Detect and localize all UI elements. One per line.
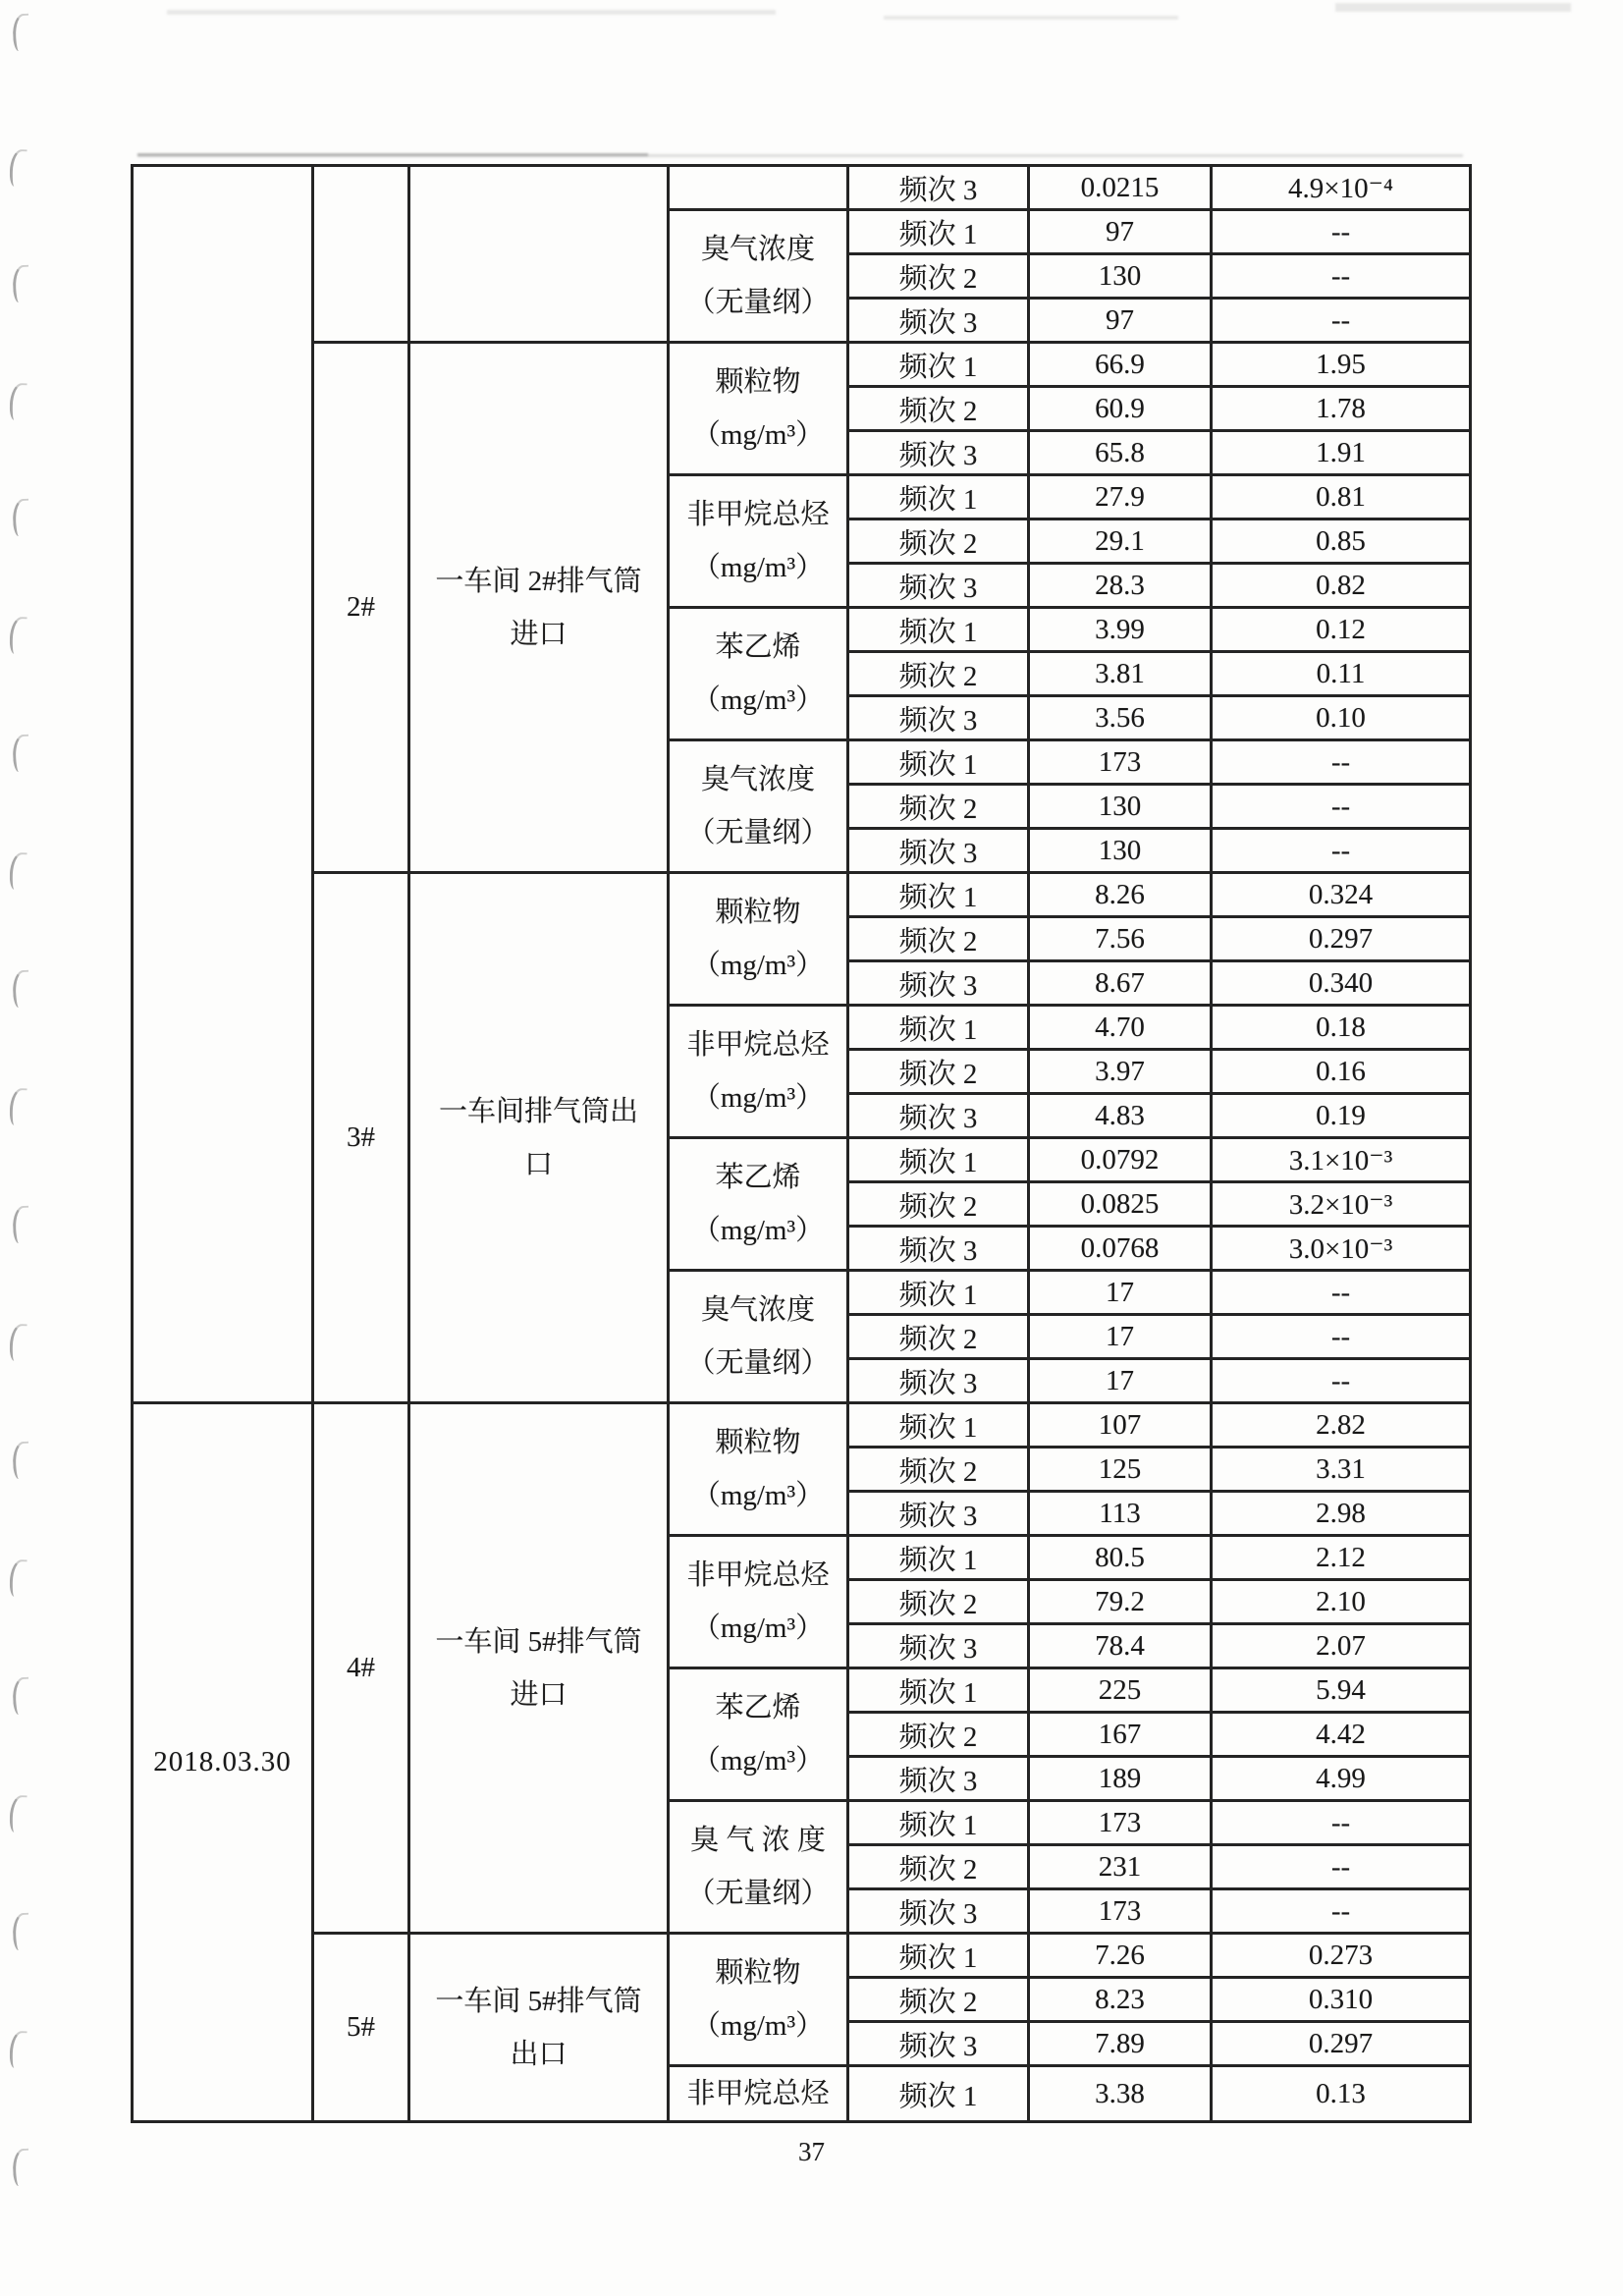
value-cell: 0.0768 [1029,1227,1212,1271]
monitoring-table [131,164,1472,2123]
value-cell: 17 [1029,1271,1212,1315]
rate-cell: -- [1212,1845,1471,1889]
rate-cell: -- [1212,299,1471,343]
rate-cell: 3.1×10⁻³ [1212,1138,1471,1182]
value-cell: 8.67 [1029,961,1212,1006]
binding-mark [12,735,30,773]
pollutant-unit: （无量纲） [686,817,830,848]
rate-cell: -- [1212,829,1471,873]
location-line2: 进口 [510,618,568,650]
value-cell: 130 [1029,785,1212,829]
binding-mark [12,265,30,303]
point-cell [313,166,409,343]
value-cell: 0.0215 [1029,166,1212,210]
location-line2: 出口 [510,2038,568,2070]
frequency-cell: 频次 3 [848,1889,1029,1934]
binding-mark [9,852,27,891]
value-cell: 8.23 [1029,1978,1212,2022]
pollutant-unit: （无量纲） [686,287,830,318]
value-cell: 4.83 [1029,1094,1212,1138]
pollutant-unit: （mg/m³） [691,419,825,451]
value-cell: 130 [1029,829,1212,873]
value-cell: 3.99 [1029,608,1212,652]
frequency-cell: 频次 1 [848,1801,1029,1845]
pollutant-cell [669,1934,848,2066]
pollutant-cell [669,740,848,873]
pollutant-unit: （mg/m³） [691,1480,825,1511]
rate-cell: -- [1212,1315,1471,1359]
rate-cell: 2.12 [1212,1536,1471,1580]
pollutant-unit: （mg/m³） [691,950,825,981]
frequency-cell: 频次 2 [848,1050,1029,1094]
frequency-cell: 频次 2 [848,387,1029,431]
pollutant-unit: （mg/m³） [691,684,825,716]
rate-cell: 4.9×10⁻⁴ [1212,166,1471,210]
rate-cell: 0.19 [1212,1094,1471,1138]
rate-cell: -- [1212,1271,1471,1315]
scan-line-artifact [137,153,648,156]
location-cell [409,343,669,873]
binding-mark [12,970,30,1009]
rate-cell: -- [1212,1801,1471,1845]
pollutant-unit: （mg/m³） [691,552,825,583]
frequency-cell: 频次 3 [848,564,1029,608]
frequency-cell: 频次 1 [848,2066,1029,2122]
value-cell: 28.3 [1029,564,1212,608]
pollutant-name: 非甲烷总烃 [686,1029,830,1061]
value-cell: 7.26 [1029,1934,1212,1978]
rate-cell: 0.16 [1212,1050,1471,1094]
pollutant-cell [669,475,848,608]
binding-mark [9,2031,27,2069]
rate-cell: 0.82 [1212,564,1471,608]
frequency-cell: 频次 1 [848,1934,1029,1978]
binding-mark [9,149,27,188]
frequency-cell: 频次 2 [848,1713,1029,1757]
value-cell: 113 [1029,1492,1212,1536]
pollutant-name: 非甲烷总烃 [686,1559,830,1591]
frequency-cell: 频次 2 [848,1845,1029,1889]
rate-cell: 5.94 [1212,1668,1471,1713]
value-cell: 3.38 [1029,2066,1212,2122]
frequency-cell: 频次 1 [848,1536,1029,1580]
pollutant-cell [669,166,848,210]
point-cell: 3# [313,873,409,1403]
location-line1: 一车间 2#排气筒 [435,565,642,597]
pollutant-cell [669,1271,848,1403]
pollutant-name: 臭气浓度 [700,1294,815,1326]
frequency-cell: 频次 2 [848,1448,1029,1492]
date-cell: 2018.03.30 [133,1403,313,2122]
frequency-cell: 频次 2 [848,785,1029,829]
value-cell: 125 [1029,1448,1212,1492]
binding-mark [12,1206,30,1244]
binding-mark [9,1324,27,1362]
binding-mark [9,1559,27,1598]
rate-cell: 3.2×10⁻³ [1212,1182,1471,1227]
binding-mark [9,1088,27,1126]
value-cell: 130 [1029,254,1212,299]
value-cell: 17 [1029,1359,1212,1403]
frequency-cell: 频次 3 [848,1492,1029,1536]
frequency-cell: 频次 1 [848,873,1029,917]
value-cell: 167 [1029,1713,1212,1757]
rate-cell: 1.91 [1212,431,1471,475]
value-cell: 27.9 [1029,475,1212,519]
pollutant-cell [669,1668,848,1801]
frequency-cell: 频次 3 [848,431,1029,475]
value-cell: 189 [1029,1757,1212,1801]
pollutant-cell [669,1403,848,1536]
rate-cell: 1.78 [1212,387,1471,431]
rate-cell: -- [1212,210,1471,254]
rate-cell: -- [1212,1889,1471,1934]
pollutant-cell [669,1006,848,1138]
frequency-cell: 频次 2 [848,519,1029,564]
rate-cell: 2.98 [1212,1492,1471,1536]
page-number: 37 [798,2137,825,2166]
value-cell: 173 [1029,1801,1212,1845]
pollutant-unit: （无量纲） [686,1878,830,1909]
rate-cell: 0.81 [1212,475,1471,519]
rate-cell: 0.310 [1212,1978,1471,2022]
scan-smudge [884,16,1178,20]
table-row [133,343,1471,387]
pollutant-name: 颗粒物 [715,1427,801,1458]
location-cell [409,873,669,1403]
pollutant-name: 非甲烷总烃 [686,499,830,530]
frequency-cell: 频次 1 [848,1403,1029,1448]
frequency-cell: 频次 1 [848,1138,1029,1182]
frequency-cell: 频次 3 [848,961,1029,1006]
pollutant-name: 臭气浓度 [700,234,815,265]
rate-cell: 1.95 [1212,343,1471,387]
pollutant-name: 非甲烷总烃 [686,2078,830,2109]
frequency-cell: 频次 1 [848,343,1029,387]
value-cell: 0.0825 [1029,1182,1212,1227]
point-cell: 5# [313,1934,409,2122]
table-row [133,1934,1471,1978]
frequency-cell: 频次 1 [848,1006,1029,1050]
pollutant-unit: （mg/m³） [691,1082,825,1114]
value-cell: 79.2 [1029,1580,1212,1624]
pollutant-cell [669,608,848,740]
frequency-cell: 频次 1 [848,1668,1029,1713]
value-cell: 3.97 [1029,1050,1212,1094]
frequency-cell: 频次 3 [848,696,1029,740]
pollutant-cell [669,1801,848,1934]
value-cell: 173 [1029,1889,1212,1934]
frequency-cell: 频次 2 [848,1182,1029,1227]
binding-mark [12,499,30,537]
pollutant-name: 臭 气 浓 度 [690,1825,826,1856]
rate-cell: 0.12 [1212,608,1471,652]
pollutant-cell [669,343,848,475]
frequency-cell: 频次 1 [848,210,1029,254]
scan-smudge [1335,3,1571,12]
value-cell: 3.81 [1029,652,1212,696]
location-line1: 一车间 5#排气筒 [435,1625,642,1658]
table-row [133,1403,1471,1448]
date-cell [133,166,313,1403]
binding-mark [9,383,27,421]
value-cell: 4.70 [1029,1006,1212,1050]
rate-cell: -- [1212,1359,1471,1403]
value-cell: 8.26 [1029,873,1212,917]
frequency-cell: 频次 2 [848,1978,1029,2022]
rate-cell: 0.13 [1212,2066,1471,2122]
location-cell [409,166,669,343]
rate-cell: 0.10 [1212,696,1471,740]
frequency-cell: 频次 1 [848,740,1029,785]
frequency-cell: 频次 3 [848,299,1029,343]
value-cell: 80.5 [1029,1536,1212,1580]
value-cell: 225 [1029,1668,1212,1713]
value-cell: 173 [1029,740,1212,785]
rate-cell: 3.0×10⁻³ [1212,1227,1471,1271]
rate-cell: 0.11 [1212,652,1471,696]
rate-cell: 0.273 [1212,1934,1471,1978]
rate-cell: 0.340 [1212,961,1471,1006]
frequency-cell: 频次 3 [848,1359,1029,1403]
value-cell: 231 [1029,1845,1212,1889]
rate-cell: 0.297 [1212,917,1471,961]
frequency-cell: 频次 3 [848,1757,1029,1801]
binding-mark [12,14,30,52]
location-line2: 口 [523,1148,553,1180]
value-cell: 29.1 [1029,519,1212,564]
pollutant-name: 颗粒物 [715,897,801,928]
location-line1: 一车间排气筒出 [438,1095,638,1127]
frequency-cell: 频次 3 [848,1624,1029,1668]
pollutant-cell [669,210,848,343]
rate-cell: 0.85 [1212,519,1471,564]
pollutant-cell [669,873,848,1006]
frequency-cell: 频次 3 [848,1094,1029,1138]
value-cell: 97 [1029,299,1212,343]
pollutant-unit: （mg/m³） [691,2010,825,2042]
frequency-cell: 频次 3 [848,2022,1029,2066]
value-cell: 7.89 [1029,2022,1212,2066]
value-cell: 3.56 [1029,696,1212,740]
pollutant-unit: （mg/m³） [691,1215,825,1246]
value-cell: 0.0792 [1029,1138,1212,1182]
location-line1: 一车间 5#排气筒 [435,1985,642,2017]
scan-smudge [167,10,776,15]
frequency-cell: 频次 2 [848,652,1029,696]
binding-mark [9,617,27,655]
rate-cell: 0.18 [1212,1006,1471,1050]
frequency-cell: 频次 2 [848,917,1029,961]
frequency-cell: 频次 3 [848,829,1029,873]
frequency-cell: 频次 3 [848,1227,1029,1271]
binding-mark [12,1442,30,1480]
pollutant-name: 苯乙烯 [715,1162,801,1193]
location-cell [409,1403,669,1934]
value-cell: 60.9 [1029,387,1212,431]
value-cell: 66.9 [1029,343,1212,387]
binding-mark [12,1677,30,1716]
binding-mark [9,1795,27,1833]
pollutant-name: 颗粒物 [715,366,801,398]
rate-cell: 3.31 [1212,1448,1471,1492]
frequency-cell: 频次 2 [848,1315,1029,1359]
rate-cell: 4.99 [1212,1757,1471,1801]
point-cell: 4# [313,1403,409,1934]
rate-cell: 4.42 [1212,1713,1471,1757]
rate-cell: 2.10 [1212,1580,1471,1624]
value-cell: 7.56 [1029,917,1212,961]
pollutant-cell [669,1138,848,1271]
pollutant-name: 臭气浓度 [700,764,815,795]
rate-cell: 0.297 [1212,2022,1471,2066]
value-cell: 17 [1029,1315,1212,1359]
frequency-cell: 频次 1 [848,1271,1029,1315]
rate-cell: -- [1212,254,1471,299]
frequency-cell: 频次 3 [848,166,1029,210]
rate-cell: -- [1212,740,1471,785]
value-cell: 78.4 [1029,1624,1212,1668]
table-row [133,873,1471,917]
frequency-cell: 频次 1 [848,608,1029,652]
value-cell: 107 [1029,1403,1212,1448]
rate-cell: 2.82 [1212,1403,1471,1448]
rate-cell: 0.324 [1212,873,1471,917]
pollutant-unit: （mg/m³） [691,1613,825,1644]
table-row [133,166,1471,210]
pollutant-name: 苯乙烯 [715,631,801,663]
point-cell: 2# [313,343,409,873]
pollutant-name: 颗粒物 [715,1957,801,1989]
rate-cell: 2.07 [1212,1624,1471,1668]
pollutant-cell [669,2066,848,2122]
location-cell [409,1934,669,2122]
value-cell: 65.8 [1029,431,1212,475]
pollutant-unit: （mg/m³） [691,1745,825,1777]
rate-cell: -- [1212,785,1471,829]
pollutant-name: 苯乙烯 [715,1692,801,1723]
binding-mark [12,1913,30,1951]
pollutant-unit: （无量纲） [686,1347,830,1379]
location-line2: 进口 [510,1678,568,1711]
pollutant-cell [669,1536,848,1668]
value-cell: 97 [1029,210,1212,254]
frequency-cell: 频次 2 [848,254,1029,299]
frequency-cell: 频次 1 [848,475,1029,519]
frequency-cell: 频次 2 [848,1580,1029,1624]
